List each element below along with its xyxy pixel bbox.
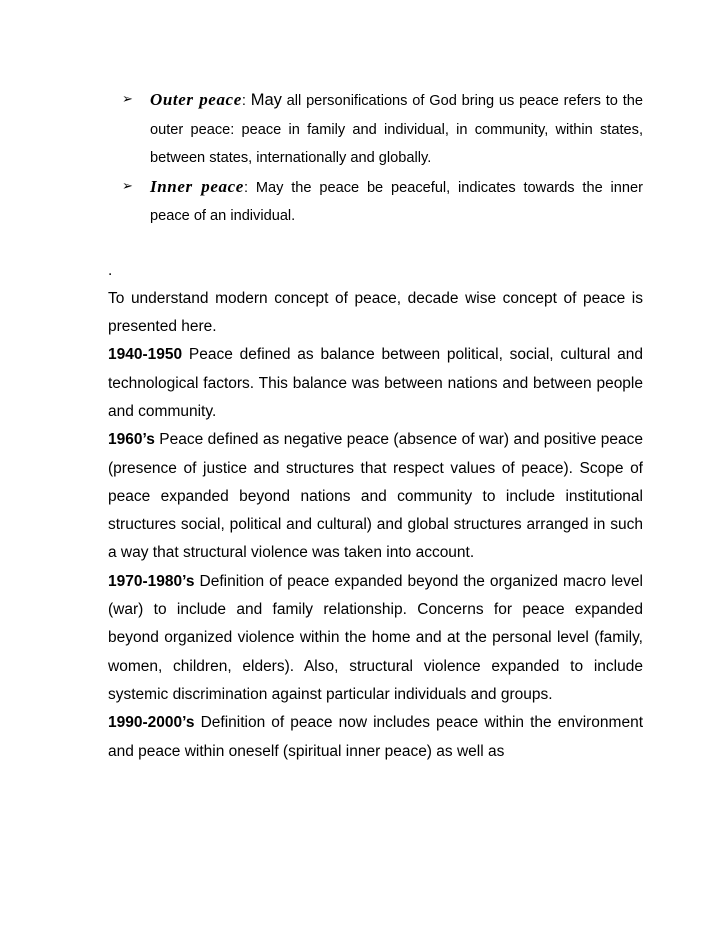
decade-label: 1990-2000’s (108, 714, 195, 732)
decade-label: 1970-1980’s (108, 572, 195, 590)
intro-paragraph: To understand modern concept of peace, decade wise concept of peace is presented here. (108, 289, 643, 336)
term-inner-peace: Inner peace (150, 176, 244, 196)
peace-types-list (108, 86, 643, 231)
decade-text: Definition of peace now includes peace within the environment and peace within oneself (spiritual inner peace) as well as (108, 714, 644, 760)
bullet-outer-peace (108, 86, 643, 173)
decade-paragraph-1940 (108, 341, 643, 426)
decade-paragraph-1970 (108, 568, 643, 709)
decade-paragraph-1960 (108, 426, 643, 567)
term-outer-peace: Outer peace (150, 90, 242, 109)
bullet-text-outer-peace: all personifications of God bring us peace refers to the outer peace: peace in family and individual, in community, within states, between states, internationally and globally. (150, 93, 643, 166)
arrow-bullet-icon: ➢ (122, 92, 133, 107)
decade-label: 1940-1950 (108, 346, 183, 364)
bullet-lead-word: May (250, 91, 282, 109)
decade-text: Definition of peace expanded beyond the organized macro level (war) to include and family relationship. Concerns for peace expanded beyond organized violence within the home and at the personal level (family, women, children, elders). Also, structural violence expanded to include systemic discrimination against particular individuals and groups. (108, 572, 643, 703)
bullet-text-inner-peace: May the peace be peaceful, indicates towards the inner peace of an individual. (150, 179, 643, 224)
decade-text: Peace defined as balance between political, social, cultural and technological factors. This balance was between nations and between people and community. (108, 346, 644, 420)
decade-label: 1960’s (108, 431, 155, 449)
spacer (108, 231, 643, 257)
bullet-inner-peace (108, 173, 643, 231)
separator-dot: . (108, 261, 113, 279)
document-page (108, 86, 643, 766)
decade-paragraph-1990 (108, 709, 643, 766)
decade-text: Peace defined as negative peace (absence of war) and positive peace (presence of justice and structures that respect values of peace). Scope of peace expanded beyond nations and community to include institutional structures social, political and cultural) and global structures arranged in such a way that structural violence was taken into account. (108, 431, 644, 562)
term-colon: : (241, 93, 246, 109)
arrow-bullet-icon: ➢ (122, 178, 133, 194)
term-colon: : (243, 179, 249, 196)
